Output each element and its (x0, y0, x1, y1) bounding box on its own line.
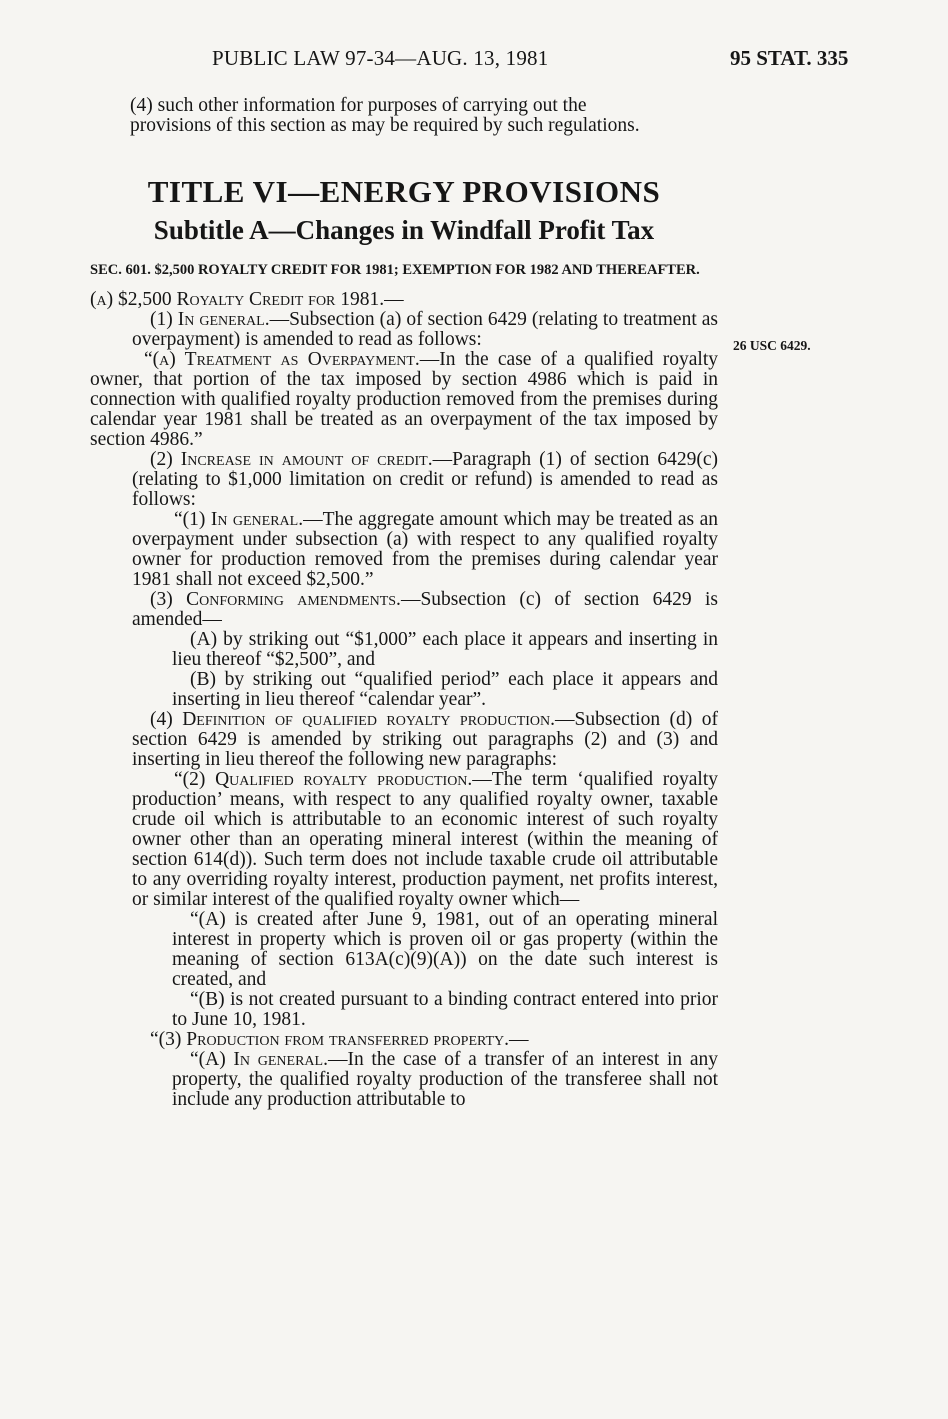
paragraph-4-continuation (90, 96, 718, 136)
running-head: PUBLIC LAW 97-34—AUG. 13, 1981 (212, 46, 549, 70)
quoted-paragraph-3-heading-text: “(3) Production from transferred property.— (150, 1029, 529, 1050)
quoted-paragraph-1-text: —The aggregate amount which may be treated as an overpayment under subsection (a) with respect to any qualified royalty owner for production removed from the premises during calendar year 1981 shall not exceed $2,500.” (132, 509, 718, 590)
margin-citation: 26 USC 6429. (733, 338, 811, 353)
quoted-paragraph-3-heading (90, 1030, 718, 1050)
quoted-subsection-a-lead: “(a) Treatment as Overpayment. (144, 349, 420, 370)
quoted-paragraph-3-A-lead: “(A) In general. (190, 1049, 328, 1070)
section-heading: SEC. 601. $2,500 ROYALTY CREDIT FOR 1981; EXEMPTION FOR 1982 AND THEREAFTER. (90, 262, 700, 278)
quoted-paragraph-1 (90, 510, 718, 590)
quoted-paragraph-3-A (90, 1050, 718, 1110)
paragraph-2-text: —Paragraph (1) of section 6429(c) (relating to $1,000 limitation on credit or refund) is amended to read as follows: (132, 449, 718, 510)
paragraph-3-A: (A) by striking out “$1,000” each place it appears and inserting in lieu thereof “$2,500”, and (172, 629, 718, 670)
quoted-paragraph-2-A: “(A) is created after June 9, 1981, out of an operating mineral interest in property which is proven oil or gas property (within the meaning of section 613A(c)(9)(A)) on the date such interest is created, and (172, 909, 718, 990)
paragraph-1-lead: (1) In general. (150, 309, 270, 330)
quoted-paragraph-1-lead: “(1) In general. (174, 509, 304, 530)
quoted-subsection-a (90, 350, 718, 450)
paragraph-1 (90, 310, 718, 350)
item4-line1: (4) such other information for purposes of carrying out the (130, 95, 587, 116)
subsection-a-heading (90, 290, 718, 310)
paragraph-4-text: —Subsection (d) of section 6429 is amended by striking out paragraphs (2) and (3) and inserting in lieu thereof the following new paragraphs: (132, 709, 718, 770)
paragraph-2-lead: (2) Increase in amount of credit. (150, 449, 433, 470)
page-reference: 95 STAT. 335 (730, 46, 849, 70)
paragraph-2 (90, 450, 718, 510)
paragraph-3-lead: (3) Conforming amendments. (150, 589, 401, 610)
quoted-paragraph-2-text: —The term ‘qualified royalty production’ means, with respect to any qualified royalty owner, taxable crude oil which is attributable to an economic interest of such royalty owner other than an operating mineral interest (within the meaning of section 614(d)). Such term does not include taxable crude oil attributable to any overriding royalty interest, production payment, net profits interest, or similar interest of the qualified royalty owner which— (132, 769, 718, 910)
paragraph-3-B: (B) by striking out “qualified period” each place it appears and inserting in lieu thereof “calendar year”. (172, 669, 718, 710)
quoted-subsection-a-text: —In the case of a qualified royalty owner, that portion of the tax imposed by section 4986 which is paid in connection with qualified royalty production removed from the premises during calendar year 1981 shall be treated as an overpayment of the tax imposed by section 4986.” (90, 349, 718, 450)
quoted-paragraph-2 (90, 770, 718, 910)
quoted-paragraph-3-A-text: —In the case of a transfer of an interest in any property, the qualified royalty production of the transferee shall not include any production attributable to (172, 1049, 718, 1110)
paragraph-3-text: —Subsection (c) of section 6429 is amended— (132, 589, 718, 630)
title-heading: TITLE VI—ENERGY PROVISIONS (147, 174, 661, 209)
quoted-paragraph-2-lead: “(2) Qualified royalty production. (174, 769, 473, 790)
subtitle-heading: Subtitle A—Changes in Windfall Profit Tax (153, 215, 655, 245)
paragraph-4-lead: (4) Definition of qualified royalty production. (150, 709, 556, 730)
paragraph-1-text: —Subsection (a) of section 6429 (relating to treatment as overpayment) is amended to read as follows: (132, 309, 718, 350)
subsection-a-heading-text: (a) $2,500 Royalty Credit for 1981.— (90, 289, 404, 310)
quoted-paragraph-2-B: “(B) is not created pursuant to a binding contract entered into prior to June 10, 1981. (172, 989, 718, 1030)
item4-line2: provisions of this section as may be required by such regulations. (130, 115, 640, 136)
paragraph-3 (90, 590, 718, 630)
paragraph-4 (90, 710, 718, 770)
document-body (90, 96, 718, 1110)
